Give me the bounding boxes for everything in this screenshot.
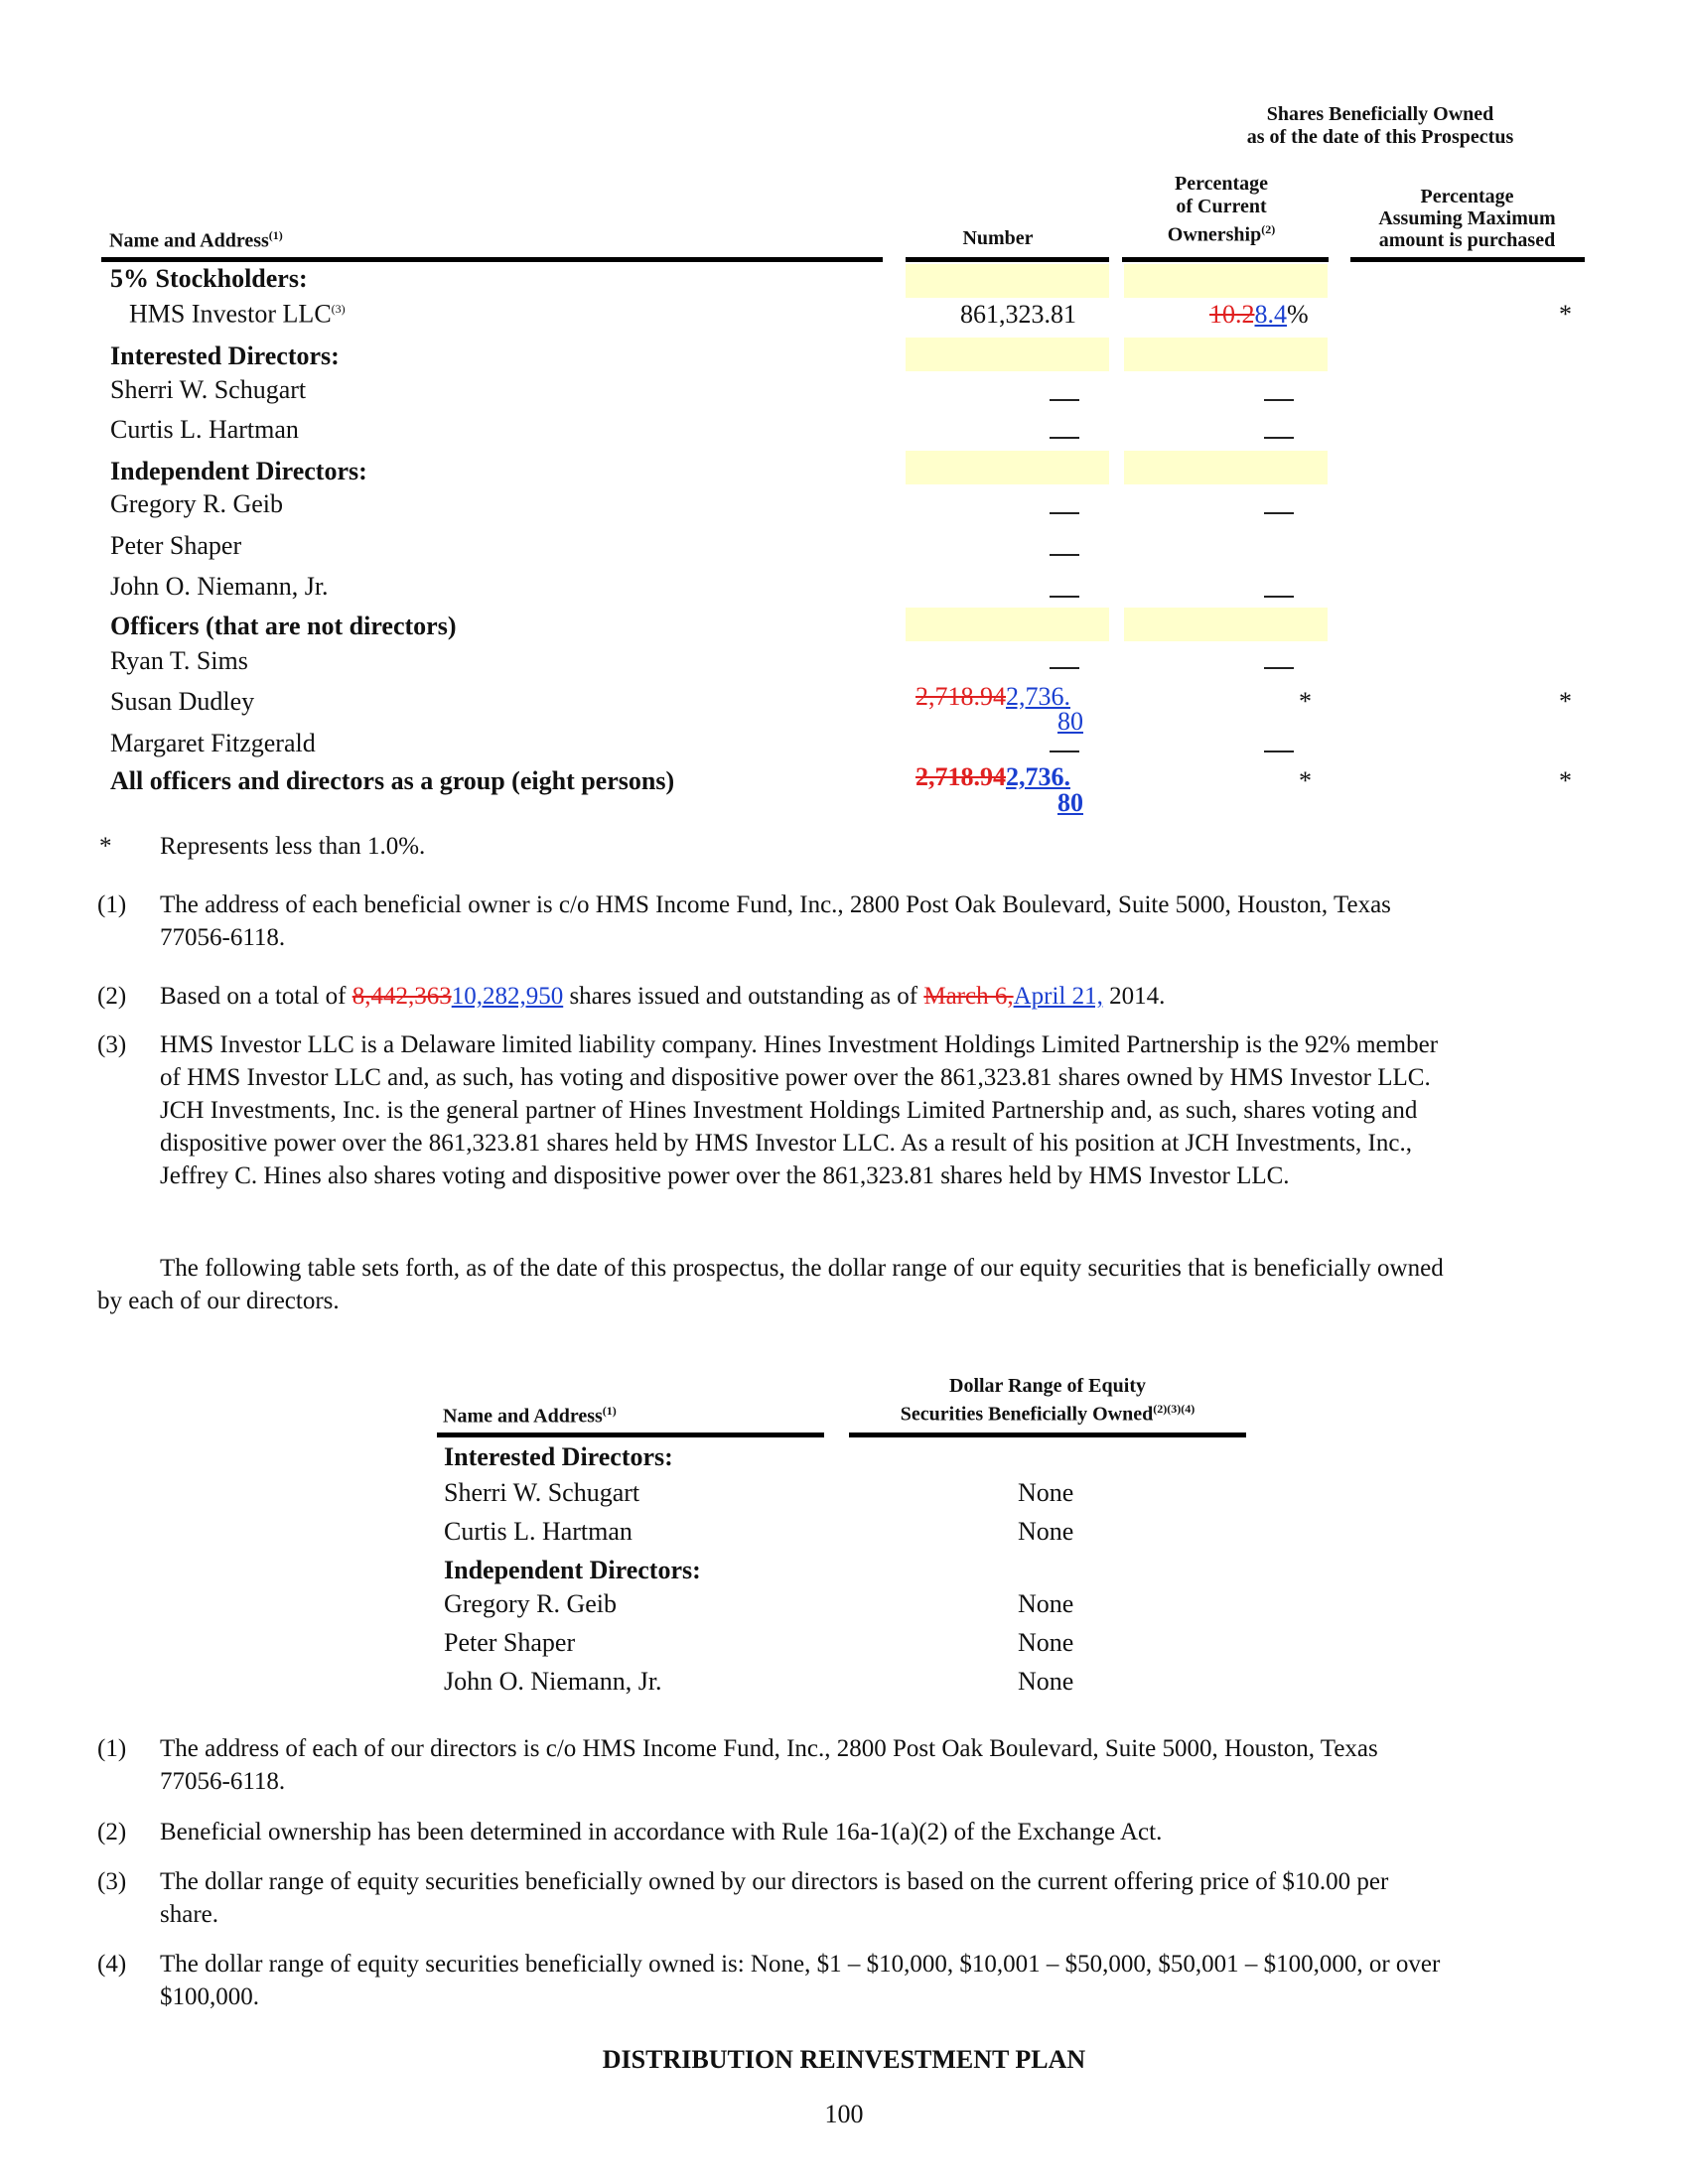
- highlight-pct-interested: [1124, 338, 1328, 371]
- row-number-niemann-dash: [1050, 588, 1079, 606]
- t2-name-niemann: John O. Niemann, Jr.: [444, 1667, 662, 1696]
- t2-value-hartman: None: [1018, 1517, 1074, 1546]
- t2-name-geib: Gregory R. Geib: [444, 1589, 618, 1618]
- t2-value-niemann: None: [1018, 1667, 1074, 1696]
- row-pct-hartman-dash: [1264, 429, 1294, 447]
- row-name-fitzgerald: Margaret Fitzgerald: [110, 729, 316, 757]
- col-header-percentage: Percentage of Current Ownership$^{(2)}$: [1167, 173, 1276, 246]
- row-pct-sims-dash: [1264, 659, 1294, 677]
- row-pct-group: *: [1299, 766, 1312, 795]
- row-number-fitzgerald-dash: [1050, 743, 1079, 760]
- highlight-number-s5: [906, 264, 1109, 298]
- t2-col-header-name: Name and Address$^{(1)}$: [443, 1404, 617, 1428]
- t2-section-independent: Independent Directors:: [444, 1556, 701, 1584]
- highlight-pct-s5: [1124, 264, 1328, 298]
- row-name-dudley: Susan Dudley: [110, 687, 255, 716]
- t2-footnote-2: (2) Beneficial ownership has been determined in accordance with Rule 16a-1(a)(2) of the Exchange Act.: [97, 1819, 1163, 1845]
- page-number: 100: [824, 2100, 864, 2128]
- row-pct-schugart-dash: [1264, 391, 1294, 409]
- row-pct-dudley: *: [1299, 687, 1312, 716]
- t2-header-rule-range: [849, 1433, 1246, 1437]
- row-number-geib-dash: [1050, 504, 1079, 522]
- t2-value-geib: None: [1018, 1589, 1074, 1618]
- header-rule-name: [101, 257, 883, 262]
- row-name-group: All officers and directors as a group (eight persons): [110, 766, 675, 795]
- section-independent-directors: Independent Directors:: [110, 457, 367, 485]
- highlight-number-interested: [906, 338, 1109, 371]
- row-number-hartman-dash: [1050, 429, 1079, 447]
- t2-footnote-1: (1) The address of each of our directors is c/o HMS Income Fund, Inc., 2800 Post Oak Boulevard, Suite 5000, Houston, Texas 77056-6118.: [97, 1735, 1378, 1795]
- row-number-group-wrap: 80: [1057, 788, 1083, 817]
- row-number-schugart-dash: [1050, 391, 1079, 409]
- header-rule-max: [1350, 257, 1585, 262]
- section-officers: Officers (that are not directors): [110, 612, 457, 640]
- group-header: Shares Beneficially Owned as of the date of this Prospectus: [1246, 103, 1514, 148]
- section-heading: DISTRIBUTION REINVESTMENT PLAN: [602, 2045, 1086, 2074]
- t2-name-hartman: Curtis L. Hartman: [444, 1517, 633, 1546]
- t2-header-rule-name: [437, 1433, 824, 1437]
- row-max-dudley: *: [1559, 687, 1572, 716]
- row-name-sims: Ryan T. Sims: [110, 646, 248, 675]
- row-number-sims-dash: [1050, 659, 1079, 677]
- header-rule-pct: [1122, 257, 1329, 262]
- col-header-max: Percentage Assuming Maximum amount is purchased: [1378, 186, 1556, 251]
- row-name-geib: Gregory R. Geib: [110, 489, 284, 518]
- highlight-pct-independent: [1124, 451, 1328, 484]
- header-rule-number: [906, 257, 1109, 262]
- row-name-hartman: Curtis L. Hartman: [110, 415, 299, 444]
- row-name-hms: HMS Investor LLC$^{(3)}$: [129, 299, 346, 329]
- t2-footnote-4: (4) The dollar range of equity securities beneficially owned is: None, $1 – $10,000, $10,001 – $50,000, $50,001 – $100,000, or over $100,000.: [97, 1951, 1441, 2010]
- row-pct-geib-dash: [1264, 504, 1294, 522]
- highlight-pct-officers: [1124, 608, 1328, 641]
- t2-value-schugart: None: [1018, 1478, 1074, 1507]
- t2-name-schugart: Sherri W. Schugart: [444, 1478, 640, 1507]
- section-interested-directors: Interested Directors:: [110, 341, 340, 370]
- row-max-hms: *: [1559, 300, 1572, 329]
- row-pct-niemann-dash: [1264, 588, 1294, 606]
- row-name-shaper: Peter Shaper: [110, 531, 242, 560]
- highlight-number-independent: [906, 451, 1109, 484]
- t2-col-header-range: Dollar Range of Equity Securities Beneficially Owned$^{(2)(3)(4)}$: [900, 1375, 1196, 1426]
- row-name-niemann: John O. Niemann, Jr.: [110, 572, 329, 601]
- footnote-3: (3) HMS Investor LLC is a Delaware limited liability company. Hines Investment Holdings Limited Partnership is the 92% member of HMS Investor LLC and, as such, has voting and dispositive power over the 861,323.81 shares owned by HMS Investor LLC. JCH Investments, Inc. is the general partner of Hines Investment Holdings Limited Partnership and, as such, shares voting and dispositive power over the 861,323.81 shares held by HMS Investor LLC. As a result of his position at JCH Investments, Inc., Jeffrey C. Hines also shares voting and dispositive power over the 861,323.81 shares held by HMS Investor LLC.: [97, 1031, 1439, 1189]
- row-number-shaper-dash: [1050, 546, 1079, 564]
- row-number-hms: 861,323.81: [960, 300, 1076, 329]
- row-pct-fitzgerald-dash: [1264, 743, 1294, 760]
- intro-paragraph: The following table sets forth, as of the date of this prospectus, the dollar range of our equity securities that is beneficially owned by each of our directors.: [97, 1255, 1444, 1314]
- row-pct-hms: 10.28.4%: [1209, 300, 1309, 329]
- section-5pct-stockholders: 5% Stockholders:: [110, 264, 308, 293]
- row-number-dudley: 2,718.942,736.: [915, 682, 1070, 711]
- footnote-1: (1) The address of each beneficial owner is c/o HMS Income Fund, Inc., 2800 Post Oak Boulevard, Suite 5000, Houston, Texas 77056-6118.: [97, 891, 1391, 951]
- col-header-name: Name and Address$^{(1)}$: [109, 228, 283, 252]
- t2-value-shaper: None: [1018, 1628, 1074, 1657]
- col-header-number: Number: [962, 227, 1034, 249]
- footnote-2: (2) Based on a total of 8,442,36310,282,950 shares issued and outstanding as of March 6,April 21, 2014.: [97, 983, 1166, 1010]
- row-number-group: 2,718.942,736.: [915, 762, 1070, 791]
- row-max-group: *: [1559, 766, 1572, 795]
- t2-footnote-3: (3) The dollar range of equity securities beneficially owned by our directors is based on the current offering price of $10.00 per share.: [97, 1868, 1389, 1928]
- row-number-dudley-wrap: 80: [1057, 707, 1083, 736]
- highlight-number-officers: [906, 608, 1109, 641]
- t2-section-interested: Interested Directors:: [444, 1442, 673, 1471]
- t2-name-shaper: Peter Shaper: [444, 1628, 576, 1657]
- row-name-schugart: Sherri W. Schugart: [110, 375, 307, 404]
